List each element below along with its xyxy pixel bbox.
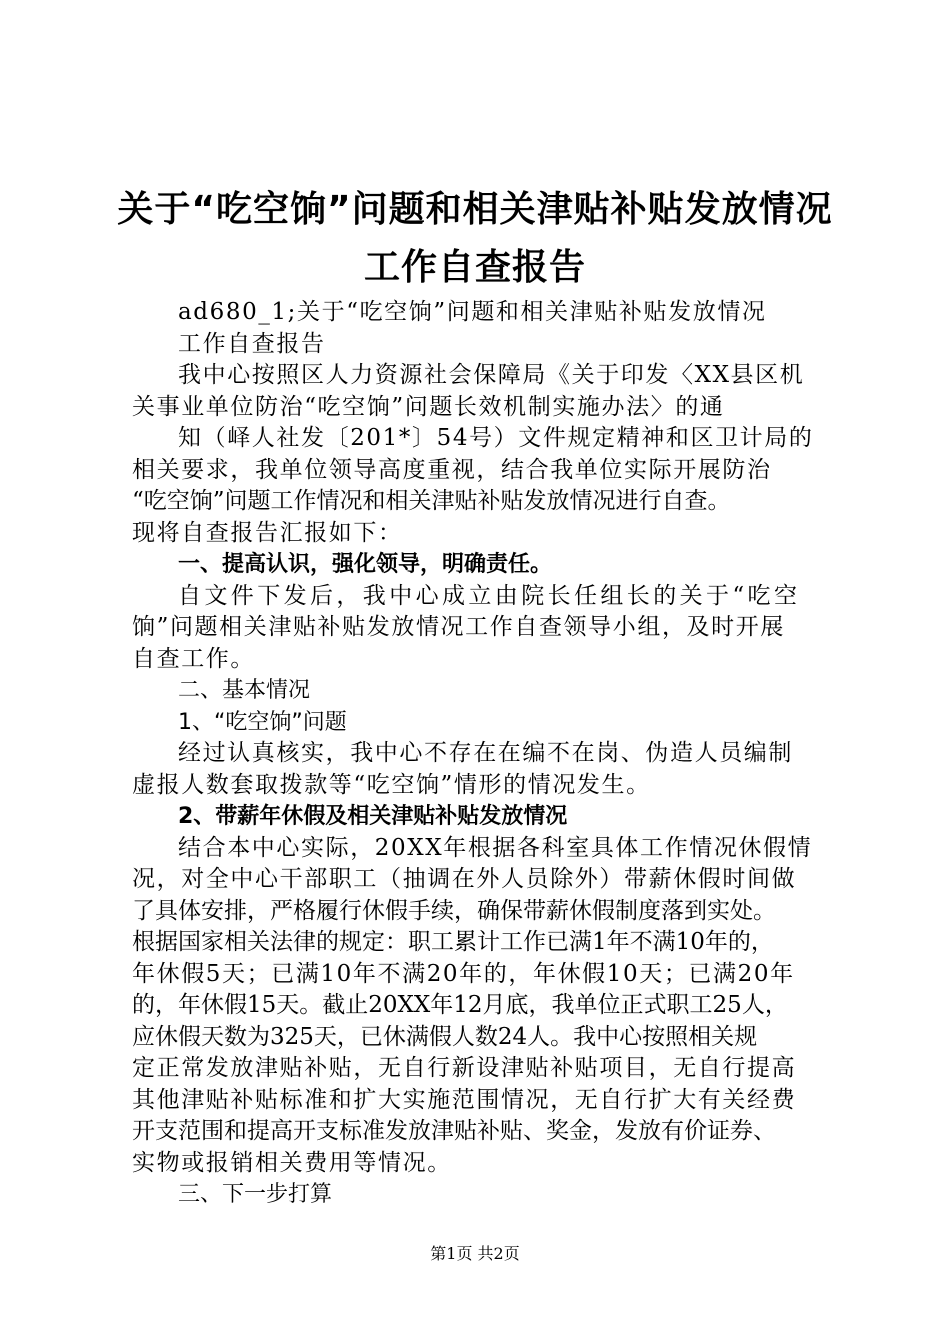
page-number: 第1页 共2页 xyxy=(430,1244,520,1263)
body-line: 应休假天数为325天，已休满假人数24人。我中心按照相关规 xyxy=(132,1023,758,1050)
body-line: 经过认真核实，我中心不存在在编不在岗、伪造人员编制 xyxy=(178,740,793,766)
body-line: 相关要求，我单位领导高度重视，结合我单位实际开展防治 xyxy=(132,456,772,483)
body-line: 虚报人数套取拨款等“吃空饷”情形的情况发生。 xyxy=(132,771,651,798)
body-line: 我中心按照区人力资源社会保障局《关于印发〈XX县区机 xyxy=(178,362,805,388)
body-line: 关事业单位防治“吃空饷”问题长效机制实施办法〉的通 xyxy=(132,393,725,420)
body-line: 自文件下发后，我中心成立由院长任组长的关于“吃空 xyxy=(178,582,801,609)
document-body xyxy=(132,297,832,1211)
document-title-line2: 工作自查报告 xyxy=(363,247,586,288)
body-line: 知（峄人社发〔201*〕54号）文件规定精神和区卫计局的 xyxy=(178,425,814,451)
body-line: 自查工作。 xyxy=(132,645,255,672)
body-line: 年休假5天；已满10年不满20年的，年休假10天；已满20年 xyxy=(132,960,795,987)
section-heading: 三、下一步打算 xyxy=(178,1182,333,1207)
body-line: 况，对全中心干部职工（抽调在外人员除外）带薪休假时间做 xyxy=(132,866,797,892)
body-line: ad680_1;关于“吃空饷”问题和相关津贴补贴发放情况 xyxy=(178,299,767,325)
body-line: “吃空饷”问题工作情况和相关津贴补贴发放情况进行自查。 xyxy=(132,488,731,514)
body-line: 饷”问题相关津贴补贴发放情况工作自查领导小组，及时开展 xyxy=(132,614,785,640)
body-line: 定正常发放津贴补贴，无自行新设津贴补贴项目，无自行提高 xyxy=(132,1055,797,1081)
document-title-line1: 关于“吃空饷”问题和相关津贴补贴发放情况 xyxy=(117,189,833,230)
section-heading: 二、基本情况 xyxy=(178,678,311,703)
subsection-heading: 2、带薪年休假及相关津贴补贴发放情况 xyxy=(178,804,568,829)
body-line: 的，年休假15天。截止20XX年12月底，我单位正式职工25人， xyxy=(132,992,788,1018)
body-line: 实物或报销相关费用等情况。 xyxy=(132,1149,452,1176)
body-line: 其他津贴补贴标准和扩大实施范围情况，无自行扩大有关经费 xyxy=(132,1086,797,1113)
subsection-heading: 1、“吃空饷”问题 xyxy=(178,709,347,735)
body-line: 开支范围和提高开支标准发放津贴补贴、奖金，发放有价证券、 xyxy=(132,1118,776,1144)
body-line: 根据国家相关法律的规定：职工累计工作已满1年不满10年的， xyxy=(132,929,774,955)
body-line: 了具体安排，严格履行休假手续，确保带薪休假制度落到实处。 xyxy=(132,897,776,924)
body-line: 结合本中心实际，20XX年根据各科室具体工作情况休假情 xyxy=(178,834,813,861)
body-line: 工作自查报告 xyxy=(178,330,326,357)
body-line: 现将自查报告汇报如下： xyxy=(132,519,403,546)
section-heading: 一、提高认识，强化领导，明确责任。 xyxy=(178,552,553,577)
